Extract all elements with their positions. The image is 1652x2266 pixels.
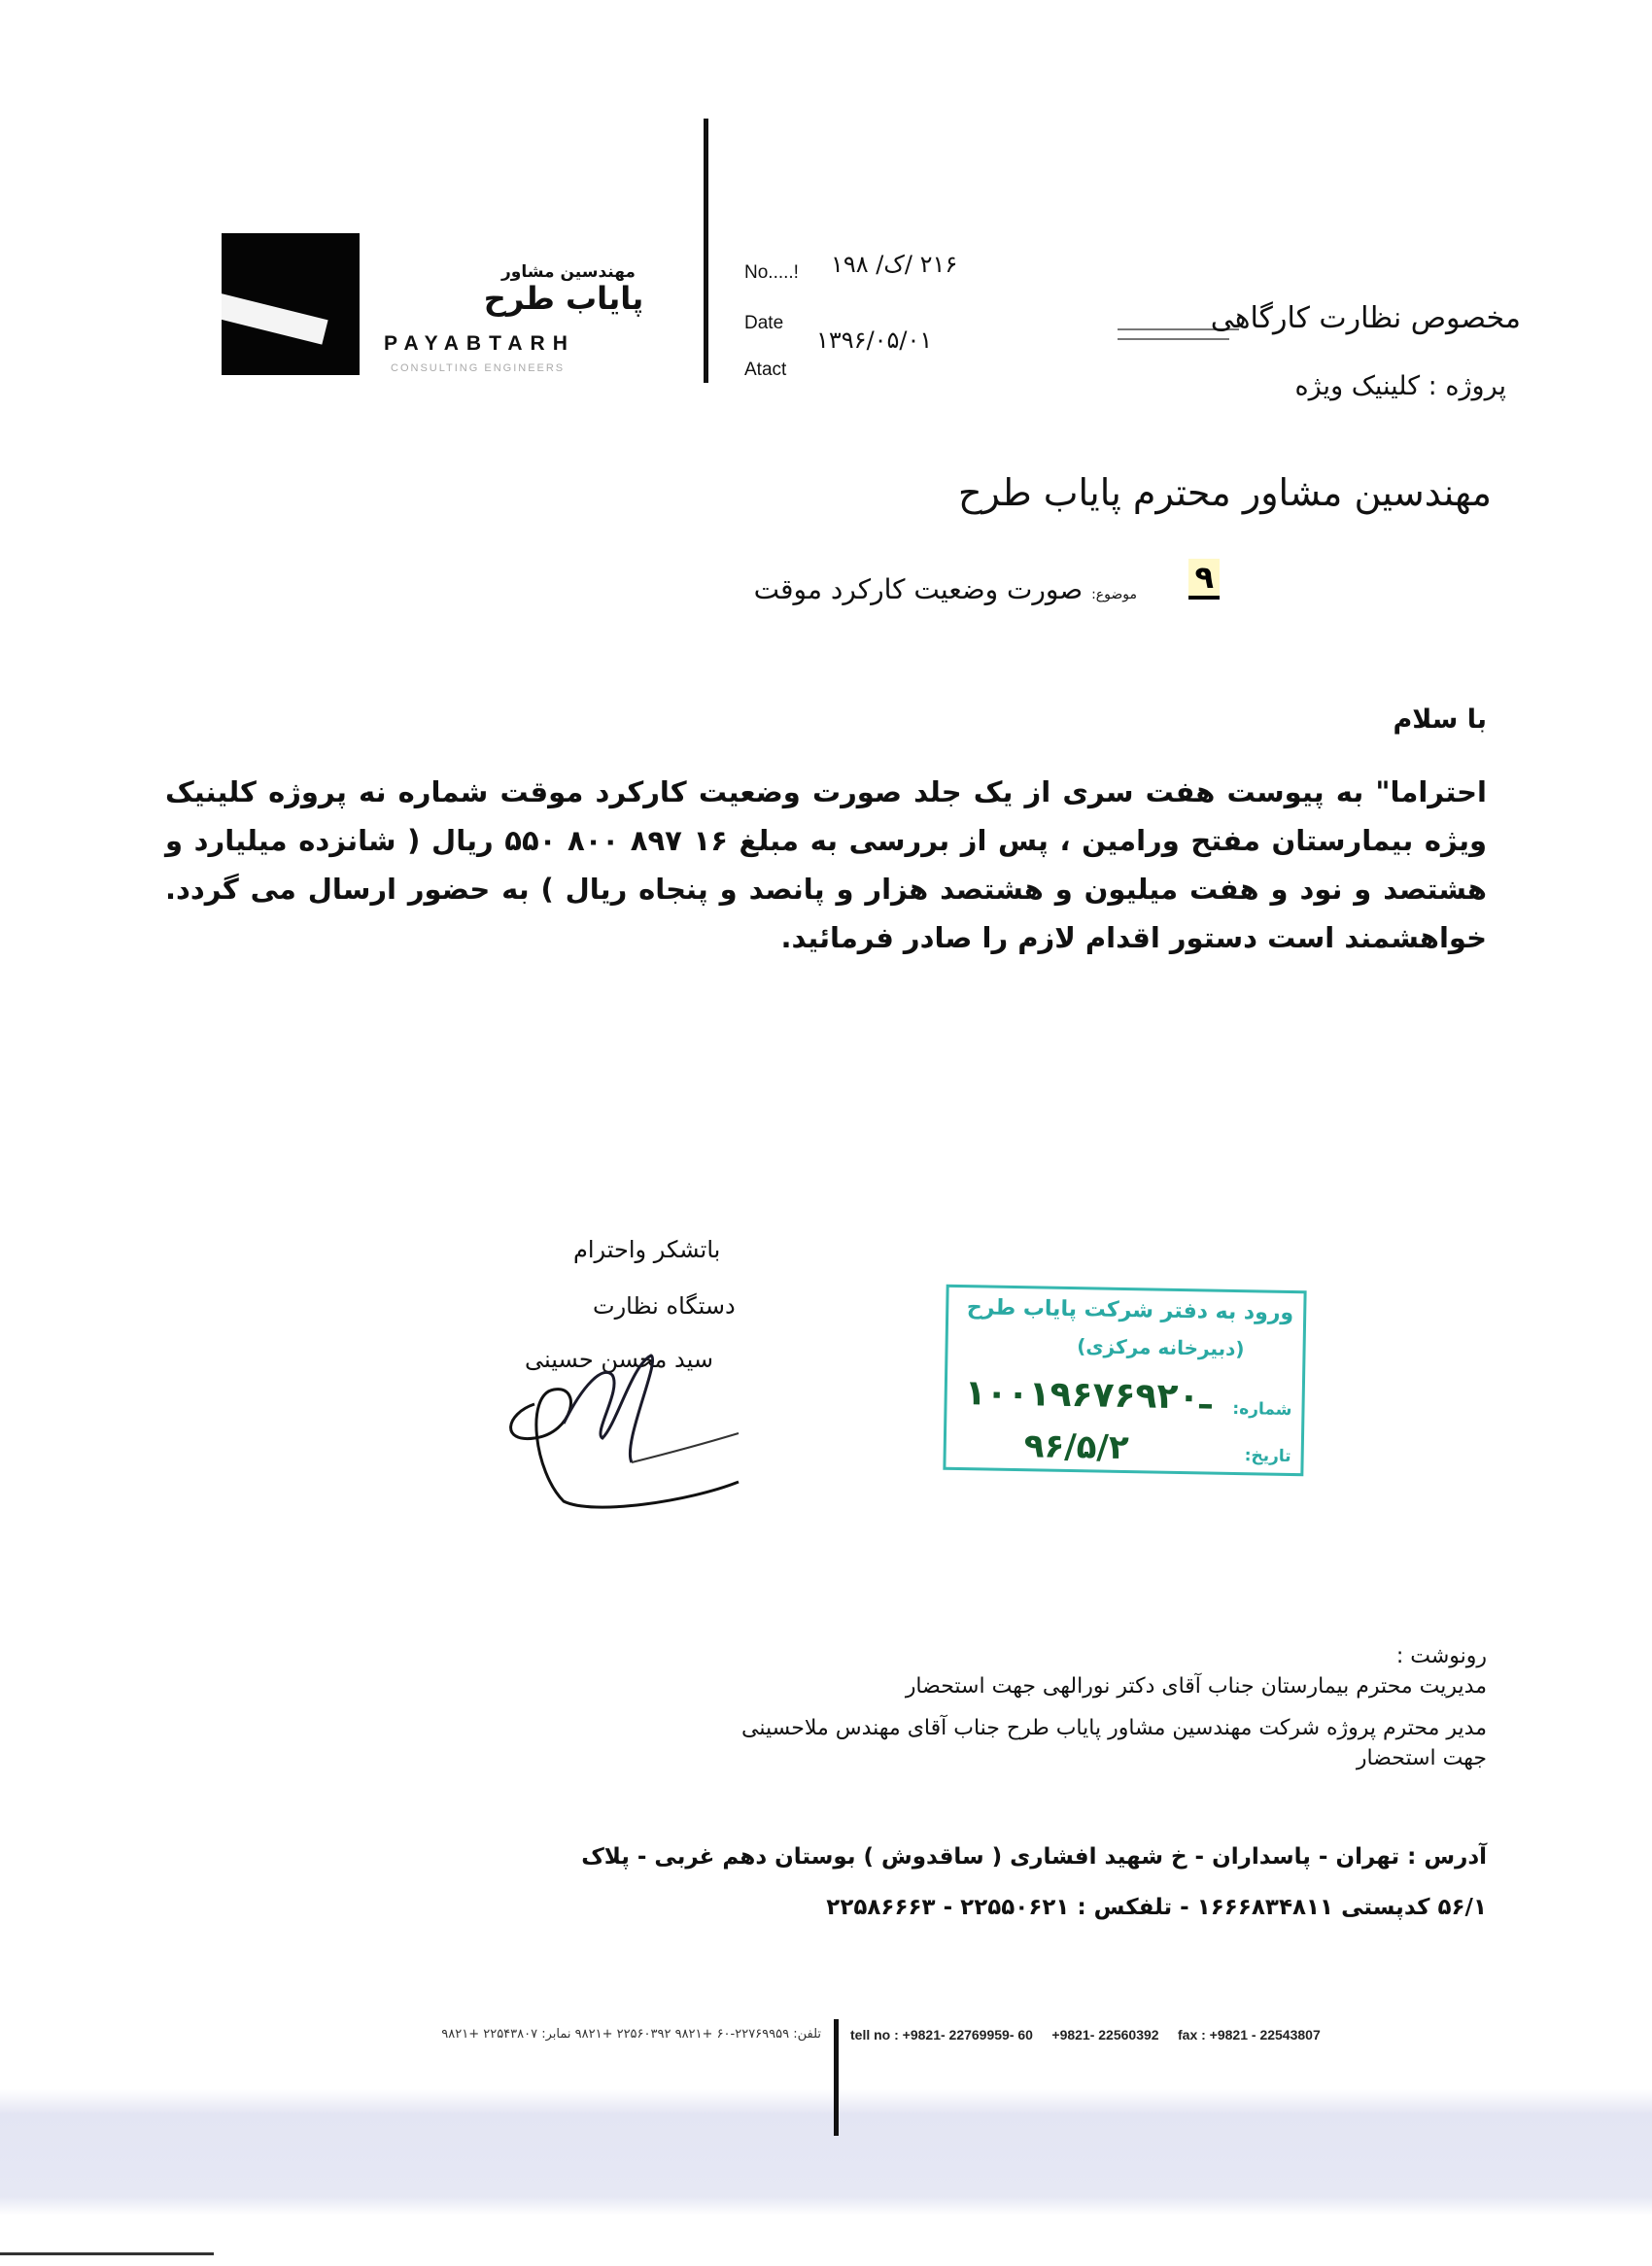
date-label: Date bbox=[744, 313, 784, 333]
stamp-date-label: تاریخ: bbox=[1244, 1446, 1291, 1466]
cc-line: مدیر محترم پروژه شرکت مهندسین مشاور پایاب طرح جناب آقای مهندس ملاحسینی bbox=[740, 1716, 1487, 1740]
subject-prefix: موضوع: bbox=[1091, 587, 1137, 602]
brand-name-en: PAYABTARH bbox=[384, 332, 575, 355]
stamp-date: ۹۶/۵/۲ bbox=[1023, 1426, 1129, 1468]
letter-date: ۱۳۹۶/۰۵/۰۱ bbox=[816, 326, 933, 354]
postal-phone-line: ۵۶/۱ کدپستی ۱۶۶۶۸۳۴۸۱۱ - تلفکس : ۲۲۵۵۰۶۲۱ - ۲۲۵۸۶۶۶۳ bbox=[826, 1895, 1487, 1920]
subject-text: صورت وضعیت کارکرد موقت bbox=[753, 573, 1084, 605]
closing-department: دستگاه نظارت bbox=[593, 1292, 736, 1320]
closing-regards: باتشکر واحترام bbox=[573, 1236, 721, 1263]
receipt-stamp bbox=[943, 1285, 1306, 1476]
greeting: با سلام bbox=[1393, 704, 1487, 735]
page-edge bbox=[0, 2252, 214, 2255]
signature bbox=[496, 1346, 807, 1511]
subject-line bbox=[754, 573, 1137, 605]
underline bbox=[1118, 338, 1229, 340]
number-label: No.....! bbox=[744, 262, 799, 283]
cc-line: مدیریت محترم بیمارستان جناب آقای دکتر نورالهی جهت استحضار bbox=[905, 1674, 1487, 1699]
footer-band bbox=[0, 2089, 1652, 2215]
stamp-number: ۱۰۰۱۹۶ـ۷۶۹۲۰ bbox=[964, 1373, 1213, 1418]
recipient: مهندسین مشاور محترم پایاب طرح bbox=[957, 471, 1492, 514]
cc-line: جهت استحضار bbox=[1356, 1746, 1487, 1770]
project-line: پروژه : کلینیک ویژه bbox=[1294, 371, 1506, 401]
stamp-subtitle: (دبیرخانه مرکزی) bbox=[1076, 1334, 1245, 1361]
brand-name-fa: پایاب طرح bbox=[483, 280, 644, 317]
address-line: آدرس : تهران - پاسداران - خ شهید افشاری ( ساقدوش ) بوستان دهم غربی - پلاک bbox=[581, 1844, 1487, 1870]
attachment-label: Atact bbox=[744, 360, 787, 380]
company-logo bbox=[222, 233, 360, 375]
stamp-number-label: شماره: bbox=[1232, 1398, 1292, 1421]
footer-divider bbox=[834, 2019, 839, 2136]
footer-contact-fa: تلفن: ۲۲۷۶۹۹۵۹-۶۰ +۹۸۲۱ ۲۲۵۶۰۳۹۲ +۹۸۲۱ نمابر: ۲۲۵۴۳۸۰۷ +۹۸۲۱ bbox=[441, 2027, 821, 2042]
brand-subtitle-fa: مهندسین مشاور bbox=[501, 262, 636, 282]
footer-contact-en: tell no : +9821- 22769959- 60 +9821- 22560392 fax : +9821 - 22543807 bbox=[850, 2027, 1321, 2043]
cc-label: رونوشت : bbox=[1395, 1644, 1487, 1668]
stamp-title: ورود به دفتر شرکت پایاب طرح bbox=[966, 1295, 1294, 1326]
logo-stripe bbox=[222, 292, 328, 344]
special-supervision-label: مخصوص نظارت کارگاهی bbox=[1210, 301, 1521, 335]
letter-body: احتراما" به پیوست هفت سری از یک جلد صورت وضعیت کارکرد موقت شماره نه پروژه کلینیک ویژه بیمارستان مفتح ورامین ، پس از بررسی به مبلغ ۱۶ ۸۹۷ ۸۰۰ ۵۵۰ ریال ( شانزده میلیارد و هشتصد و نود و هفت میلیون و هشتصد هزار و پانصد و پنجاه ریال ) به حضور ارسال می گردد. خواهشمند است دستور اقدام لازم را صادر فرمائید. bbox=[165, 775, 1487, 954]
header-divider bbox=[704, 119, 708, 383]
brand-tagline: CONSULTING ENGINEERS bbox=[391, 362, 566, 374]
letter-number: ۲۱۶ /ک/ ۱۹۸ bbox=[831, 251, 958, 278]
signer-name: سید محسن حسینی bbox=[525, 1346, 713, 1373]
subject-number: ۹ bbox=[1188, 559, 1220, 600]
